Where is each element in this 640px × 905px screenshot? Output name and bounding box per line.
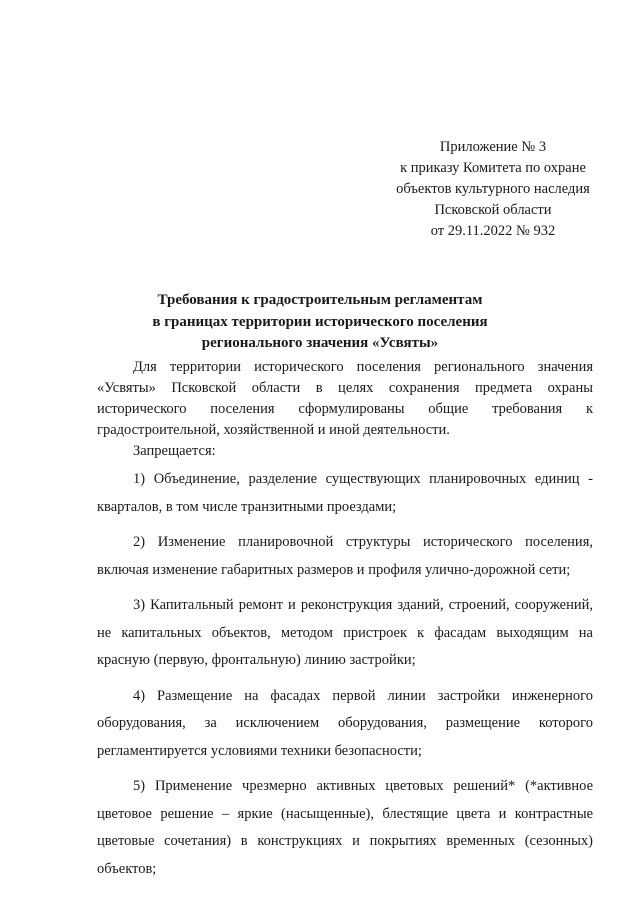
appendix-header (383, 137, 603, 242)
intro-paragraph: Для территории исторического поселения регионального значения «Усвяты» Псковской области в целях сохранения предмета охраны исторического поселения сформулированы общие требования к градостроительной, хозяйственной и иной деятельности. (97, 359, 593, 438)
title-line-3: регионального значения «Усвяты» (201, 335, 439, 351)
appendix-order-ref: к приказу Комитета по охране (400, 160, 586, 176)
appendix-number: Приложение № 3 (439, 139, 547, 155)
document-title (100, 290, 540, 355)
list-item-5: 5) Применение чрезмерно активных цветовых решений* (*активное цветовое решение – яркие (насыщенные), блестящие цвета и контрастные цветовые сочетания) в конструкциях и покрытиях временных (сезонных) объектов; (97, 778, 593, 877)
title-line-1: Требования к градостроительным регламентам (157, 292, 483, 308)
list-item-2: 2) Изменение планировочной структуры исторического поселения, включая изменение габаритных размеров и профиля улично-дорожной сети; (97, 534, 593, 578)
list-item-3: 3) Капитальный ремонт и реконструкция зданий, строений, сооружений, не капитальных объектов, методом пристроек к фасадам выходящим на красную (первую, фронтальную) линию застройки; (97, 597, 593, 668)
appendix-region: Псковской области (434, 202, 552, 218)
appendix-committee: объектов культурного наследия (396, 181, 590, 197)
prohibited-label: Запрещается: (133, 443, 216, 459)
list-item-4: 4) Размещение на фасадах первой линии застройки инженерного оборудования, за исключением оборудования, размещение которого регламентируется условиями техники безопасности; (97, 687, 593, 759)
appendix-date-number: от 29.11.2022 № 932 (430, 223, 556, 239)
list-item-1: 1) Объединение, разделение существующих планировочных единиц - кварталов, в том числе транзитными проездами; (97, 471, 593, 515)
title-line-2: в границах территории исторического поселения (152, 313, 488, 330)
document-body (97, 357, 593, 883)
